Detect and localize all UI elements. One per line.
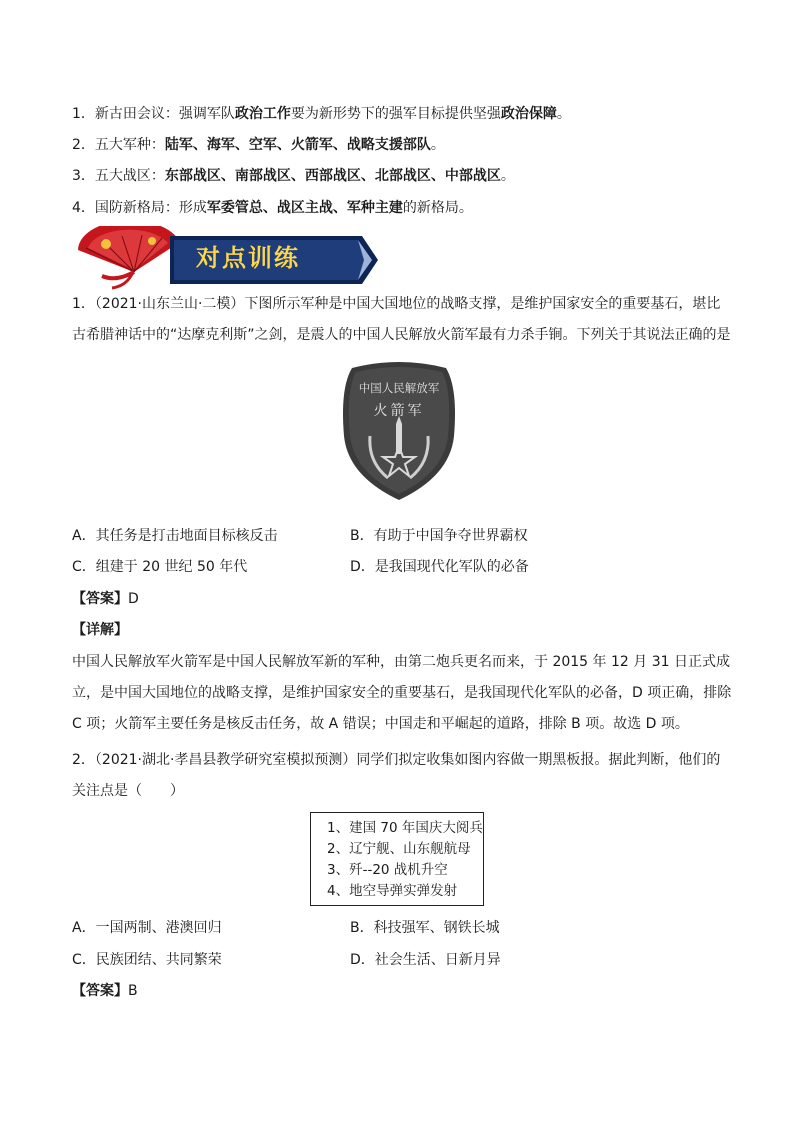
box-item: 2、辽宁舰、山东舰航母 [327,841,471,857]
summary-text: 要为新形势下的强军目标提供坚强 [290,106,501,122]
q2-option-b: B．科技强军、钢铁长城 [350,920,500,936]
summary-text: 。 [556,106,571,122]
q2-option-a: A．一国两制、港澳回归 [72,920,222,936]
summary-num: 4． [72,200,95,216]
summary-label: 新古田会议：强调军队 [94,106,235,122]
summary-line-3 [72,166,515,186]
q1-option-d: D．是我国现代化军队的必备 [350,559,529,575]
summary-text: 的新格局。 [402,200,473,216]
q1-detail-text: 中国人民解放军火箭军是中国人民解放军新的军种，由第二炮兵更名而来，于 2015 年 12 月 31 日正式成立，是中国大国地位的战略支撑，是维护国家安全的重要基石，是我国现代化军队的必备，D 项正确，排除 C 项；火箭军主要任务是核反击任务，故 A 错误；中国走和平崛起的道路，排除 B 项。故选 D 项。 [72,654,732,732]
q2-stem-line-1: 2．（2021·湖北·孝昌县教学研究室模拟预测）同学们拟定收集如图内容做一期黑板报。据此判断，他们的 [72,752,721,768]
q1-stem-line-2: 古希腊神话中的“达摩克利斯”之剑，是震人的中国人民解放火箭军最有力杀手锏。下列关于其说法正确的是 [72,327,731,343]
summary-num: 1． [72,106,95,122]
rocket-force-badge-image [338,358,460,503]
q1-answer [72,589,139,609]
q1-option-a: A．其任务是打击地面目标核反击 [72,528,278,544]
banner-title: 对点训练 [196,244,300,272]
summary-bold: 政治工作 [234,106,291,122]
summary-line-2 [72,135,445,155]
q1-option-c: C．组建于 20 世纪 50 年代 [72,559,248,575]
summary-label: 五大军种： [94,137,165,153]
summary-num: 3． [72,168,95,184]
q1-detail-tag [72,620,128,640]
box-item: 1、建国 70 年国庆大阅兵 [327,820,483,836]
q2-option-d: D．社会生活、日新月异 [350,952,501,968]
answer-tag: 【答案】 [72,591,128,607]
summary-text: 。 [500,168,515,184]
answer-tag: 【答案】 [72,983,128,999]
summary-line-1 [72,104,571,124]
section-banner [72,226,382,290]
summary-bold: 军委管总、战区主战、军种主建 [206,200,403,216]
summary-label: 五大战区： [94,168,165,184]
summary-text: 。 [430,137,445,153]
badge-text-2: 火箭军 [373,403,425,419]
summary-bold: 东部战区、南部战区、西部战区、北部战区、中部战区 [164,168,501,184]
summary-label: 国防新格局：形成 [94,200,207,216]
q2-option-c: C．民族团结、共同繁荣 [72,952,222,968]
q2-content-box [310,812,484,906]
summary-bold: 政治保障 [500,106,557,122]
answer-value: D [128,591,139,607]
detail-tag: 【详解】 [72,622,128,638]
summary-line-4 [72,198,473,218]
answer-value: B [128,983,138,999]
box-item: 4、地空导弹实弹发射 [327,883,458,899]
q2-stem-line-2: 关注点是（ ） [72,783,184,799]
summary-num: 2． [72,137,95,153]
summary-bold: 陆军、海军、空军、火箭军、战略支援部队 [164,137,431,153]
badge-text-1: 中国人民解放军 [358,381,440,395]
q1-option-b: B．有助于中国争夺世界霸权 [350,528,528,544]
q2-answer [72,981,138,1001]
box-item: 3、歼--20 战机升空 [327,862,448,878]
q1-stem-line-1: 1．（2021·山东兰山·二模）下图所示军种是中国大国地位的战略支撑，是维护国家安全的重要基石，堪比 [72,296,721,312]
